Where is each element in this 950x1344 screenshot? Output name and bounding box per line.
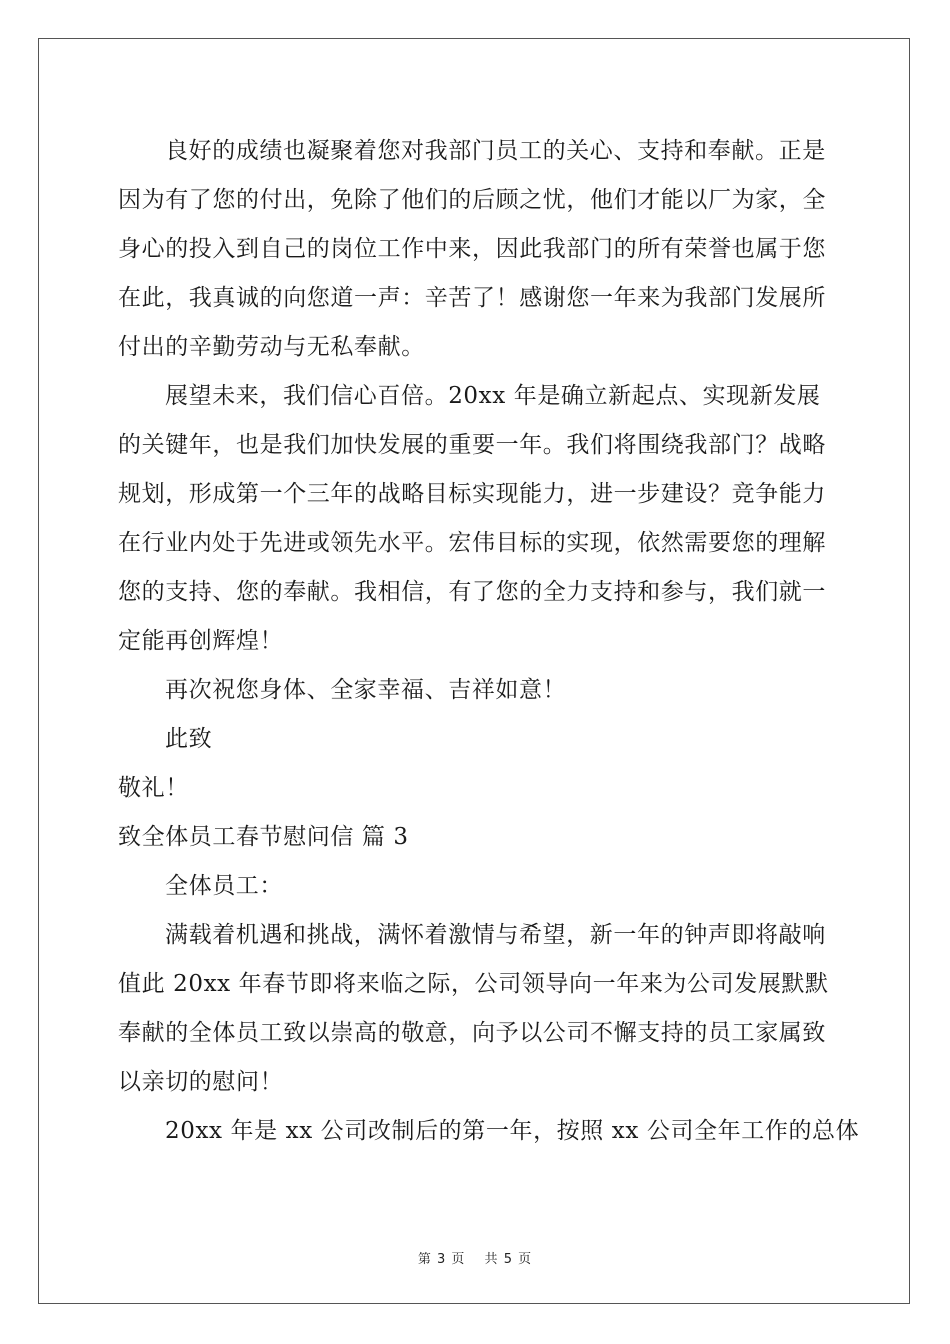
text-line: 以亲切的慰问！ — [118, 1069, 284, 1095]
text-line: 展望未来，我们信心百倍。20xx 年是确立新起点、实现新发展 — [165, 383, 821, 409]
text-line: 敬礼！ — [118, 775, 189, 801]
text-line: 规划，形成第一个三年的战略目标实现能力，进一步建设？竞争能力 — [118, 481, 826, 507]
document-body — [118, 127, 860, 1156]
text-line: 致全体员工春节慰问信 篇 3 — [118, 824, 409, 850]
text-line: 奉献的全体员工致以崇高的敬意，向予以公司不懈支持的员工家属致 — [118, 1020, 826, 1046]
text-line: 定能再创辉煌！ — [118, 628, 284, 654]
text-line: 在行业内处于先进或领先水平。宏伟目标的实现，依然需要您的理解 — [118, 530, 826, 556]
text-line: 20xx 年是 xx 公司改制后的第一年，按照 xx 公司全年工作的总体 — [165, 1118, 860, 1144]
text-line: 的关键年，也是我们加快发展的重要一年。我们将围绕我部门？战略 — [118, 432, 826, 458]
text-line: 满载着机遇和挑战，满怀着激情与希望，新一年的钟声即将敲响 — [165, 922, 826, 948]
text-line: 再次祝您身体、全家幸福、吉祥如意！ — [165, 677, 567, 703]
text-line: 因为有了您的付出，免除了他们的后顾之忧，他们才能以厂为家，全 — [118, 187, 826, 213]
text-line: 身心的投入到自己的岗位工作中来，因此我部门的所有荣誉也属于您 — [118, 236, 826, 262]
text-line: 良好的成绩也凝聚着您对我部门员工的关心、支持和奉献。正是 — [165, 138, 826, 164]
text-line: 付出的辛勤劳动与无私奉献。 — [118, 334, 425, 360]
text-line: 您的支持、您的奉献。我相信，有了您的全力支持和参与，我们就一 — [118, 579, 826, 605]
text-line: 全体员工： — [165, 873, 283, 899]
text-line: 此致 — [165, 726, 213, 752]
text-line: 在此，我真诚的向您道一声：辛苦了！感谢您一年来为我部门发展所 — [118, 285, 826, 311]
page-number-footer: 第 3 页 共 5 页 — [417, 1252, 533, 1267]
text-line: 值此 20xx 年春节即将来临之际，公司领导向一年来为公司发展默默 — [118, 971, 829, 997]
